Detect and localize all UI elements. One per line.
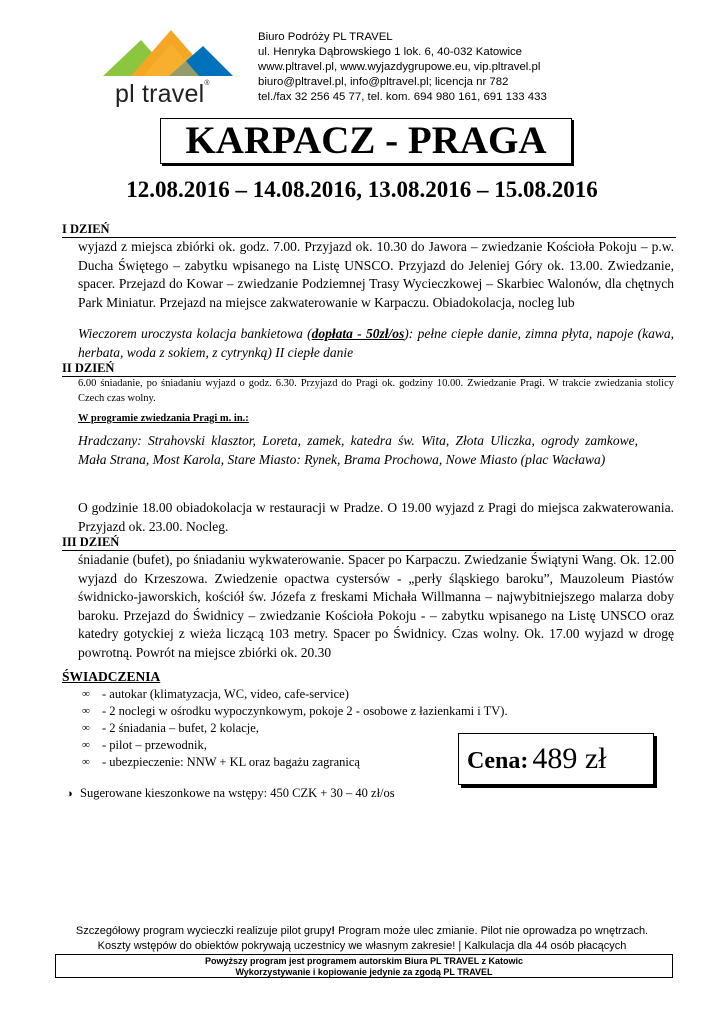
money-bag-icon: ◑ xyxy=(66,787,73,800)
infinity-bullet-icon: ∞ xyxy=(82,722,90,734)
infinity-bullet-icon: ∞ xyxy=(82,756,90,768)
agency-phones: tel./fax 32 256 45 77, tel. kom. 694 980 161, 691 133 433 xyxy=(258,91,547,103)
copyright-line1: Powyższy program jest programem autorskim Biura PL TRAVEL z Katowic xyxy=(204,956,524,966)
pocket-money xyxy=(66,786,395,801)
list-item: ∞ - pilot – przewodnik, xyxy=(82,738,207,752)
copyright-box xyxy=(55,954,673,978)
services-list xyxy=(82,686,508,771)
list-item: ∞ - 2 noclegi w ośrodku wypoczynkowym, pokoje 2 - osobowe z łazienkami i TV). xyxy=(82,704,508,718)
services-heading: ŚWIADCZENIA xyxy=(62,669,161,684)
infinity-bullet-icon: ∞ xyxy=(82,739,90,751)
footer-line1: Szczegółowy program wycieczki realizuje pilot grupy! Program może ulec zmianie. Pilot nie oprowadza po wnętrzach. xyxy=(75,925,649,937)
price-value: 489 zł xyxy=(532,742,607,775)
day2-program-heading: W programie zwiedzania Pragi m. in.: xyxy=(78,413,249,424)
agency-websites: www.pltravel.pl, www.wyjazdygrupowe.eu, vip.pltravel.pl xyxy=(258,61,541,73)
day3-heading: III DZIEŃ xyxy=(62,535,676,551)
list-item: ∞ - ubezpieczenie: NNW + KL oraz bagażu zagranicą xyxy=(82,755,360,769)
agency-name: Biuro Podróży PL TRAVEL xyxy=(258,31,393,43)
infinity-bullet-icon: ∞ xyxy=(82,688,90,700)
page-title: KARPACZ - PRAGA xyxy=(160,118,572,164)
day1-surcharge: dopłata - 50zł/os xyxy=(311,326,405,341)
day2-text: 6.00 śniadanie, po śniadaniu wyjazd o godz. 6.30. Przyjazd do Pragi ok. godziny 10.00. Zwiedzanie Pragi. W trakcie zwiedzania stolicy Czech czas wolny. xyxy=(78,378,674,404)
footer-notes xyxy=(0,924,724,954)
day2-program-text: Hradczany: Strahovski klasztor, Loreta, zamek, katedra św. Wita, Złota Uliczka, ogrody zamkowe, Mała Strana, Most Karola, Stare Miasto: Rynek, Brama Prochowa, Nowe Miasto (plac Wacława) xyxy=(78,433,638,467)
day2-evening: O godzinie 18.00 obiadokolacja w restauracji w Pradze. O 19.00 wyjazd z Pragi do miejsca zakwaterowania. Przyjazd ok. 23.00. Nocleg. xyxy=(78,500,674,534)
logo-text: pl travel® xyxy=(115,80,210,108)
infinity-bullet-icon: ∞ xyxy=(82,705,90,717)
footer-line2: Koszty wstępów do obiektów pokrywają uczestnicy we własnym zakresie! | Kalkulacja dla 44 osób płacących xyxy=(97,940,627,952)
day2-heading: II DZIEŃ xyxy=(62,361,676,377)
day1-extra: Wieczorem uroczysta kolacja bankietowa (dopłata - 50zł/os): pełne ciepłe danie, zimna płyta, napoje (kawa, herbata, woda z sokiem, z cytrynką) II ciepłe danie xyxy=(78,326,674,360)
trip-dates: 12.08.2016 – 14.08.2016, 13.08.2016 – 15.08.2016 xyxy=(126,177,598,202)
agency-emails: biuro@pltravel.pl, info@pltravel.pl; licencja nr 782 xyxy=(258,76,509,88)
price-box xyxy=(458,733,654,785)
list-item: ∞ - 2 śniadania – bufet, 2 kolacje, xyxy=(82,721,259,735)
copyright-line2: Wykorzystywanie i kopiowanie jedynie za zgodą PL TRAVEL xyxy=(235,967,493,977)
pocket-money-text: Sugerowane kieszonkowe na wstępy: 450 CZK + 30 – 40 zł/os xyxy=(80,786,395,800)
day1-text: wyjazd z miejsca zbiórki ok. godz. 7.00. Przyjazd ok. 10.30 do Jawora – zwiedzanie Kościoła Pokoju – p.w. Ducha Świętego – zabytku wpisanego na Listę UNSCO. Przyjazd do Jeleniej Góry ok. 13.00. Zwiedzanie, spacer. Przejazd do Kowar – zwiedzanie Podziemnej Trasy Wycieczkowej – Skarbiec Walonów, dla chętnych Park Miniatur. Przejazd na miejsce zakwaterowanie w Karpaczu. Obiadokolacja, nocleg lub xyxy=(78,239,674,310)
agency-contact xyxy=(258,30,547,105)
price-label: Cena: xyxy=(467,748,529,774)
agency-address: ul. Henryka Dąbrowskiego 1 lok. 6, 40-032 Katowice xyxy=(258,46,523,58)
list-item: ∞ - autokar (klimatyzacja, WC, video, cafe-service) xyxy=(82,687,349,701)
day3-text: śniadanie (bufet), po śniadaniu wykwaterowanie. Spacer po Karpaczu. Zwiedzanie Świątyni Wang. Ok. 12.00 wyjazd do Krzeszowa. Zwiedzenie opactwa cystersów - „perły śląskiego baroku”, Mauzoleum Piastów świdnicko-jaworskich, kościół św. Józefa z freskami Michała Willmanna – najwybitniejszego malarza doby baroku. Przejazd do Świdnicy – zwiedzanie Kościoła Pokoju - – zabytku wpisanego na Listę UNSCO oraz katedry gotyckiej z wieża liczącą 103 metry. Spacer po Świdnicy. Czas wolny. Ok. 17.00 wyjazd w drogę powrotną. Powrót na miejsce zbiórki ok. 20.30 xyxy=(78,552,674,660)
day1-heading: I DZIEŃ xyxy=(62,222,676,238)
